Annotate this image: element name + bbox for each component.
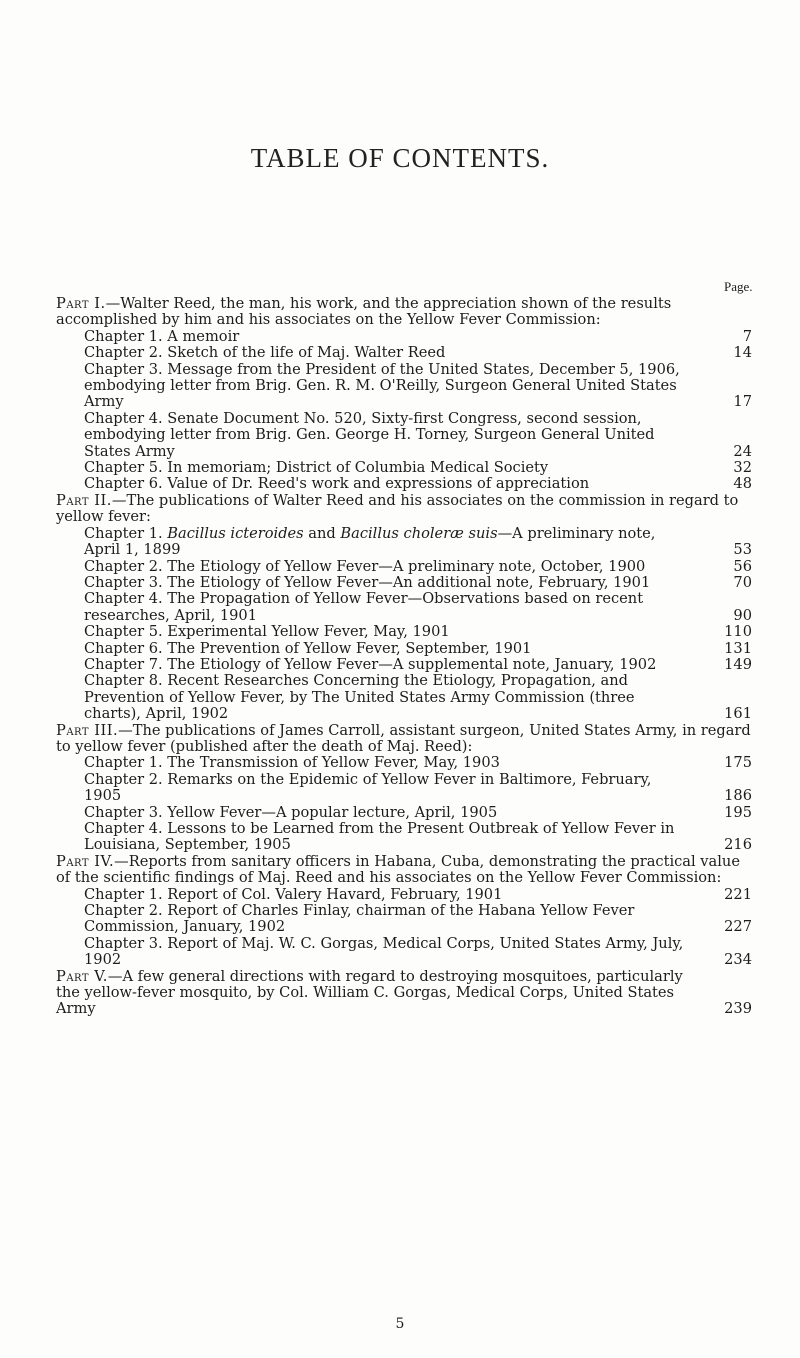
conjunction: and: [303, 524, 341, 542]
part-heading: [52, 854, 752, 887]
chapter-entry: [52, 526, 752, 559]
part-heading: [52, 493, 752, 526]
part-heading: [52, 723, 752, 756]
chapter-page: 14: [733, 344, 752, 362]
chapter-title: Chapter 3. Message from the President of the United States, December 5, 1906, embodying letter from Brig. Gen. R. M. O'Reilly, Surgeon General United States Army: [84, 360, 680, 411]
chapter-page: 48: [733, 475, 752, 493]
chapter-title: Chapter 1. Report of Col. Valery Havard, February, 1901: [84, 885, 503, 903]
chapter-page: 7: [742, 327, 752, 345]
chapter-entry: [52, 460, 752, 476]
chapter-page: 161: [724, 705, 752, 723]
chapter-page: 70: [733, 573, 752, 591]
chapter-entry: [52, 362, 752, 411]
part-description: —Walter Reed, the man, his work, and the appreciation shown of the results accomplished by him and his associates on the Yellow Fever Commission:: [56, 295, 672, 329]
part-1: [52, 296, 752, 493]
chapter-entry: [52, 476, 752, 492]
chapter-title: Chapter 2. Report of Charles Finlay, chairman of the Habana Yellow Fever Commission, January, 1902: [84, 902, 635, 936]
italic-term: Bacillus icteroides: [167, 524, 304, 542]
chapter-page: 90: [733, 606, 752, 624]
chapter-page: 32: [733, 459, 752, 477]
chapter-title: Chapter 3. Yellow Fever—A popular lecture, April, 1905: [84, 803, 498, 821]
chapter-entry: [52, 805, 752, 821]
part-description: —The publications of Walter Reed and his associates on the commission in regard to yellow fever:: [56, 491, 739, 526]
chapter-title: Chapter 1. A memoir: [84, 327, 240, 345]
part-4: [52, 854, 752, 969]
part-label: Part V.: [56, 967, 108, 985]
chapter-title: Chapter 6. The Prevention of Yellow Fever, September, 1901: [84, 639, 532, 657]
chapter-page: 221: [724, 885, 752, 903]
chapter-title: Chapter 4. The Propagation of Yellow Fever—Observations based on recent researches, April, 1901: [84, 590, 644, 624]
part-2: [52, 493, 752, 723]
part-5: [52, 969, 752, 1018]
part-label: Part I.: [56, 295, 106, 312]
chapter-entry: [52, 559, 752, 575]
part-description: —The publications of James Carroll, assistant surgeon, United States Army, in regard to yellow fever (published after the death of Maj. Reed):: [56, 721, 751, 755]
chapter-page: 216: [724, 836, 752, 854]
part-heading: [52, 969, 752, 1018]
chapter-page: 175: [724, 754, 752, 772]
chapter-entry: [52, 821, 752, 854]
chapter-entry: [52, 903, 752, 936]
part-label: Part III.: [56, 721, 119, 739]
chapter-page: 227: [724, 918, 752, 936]
chapter-title: Chapter 2. Sketch of the life of Maj. Walter Reed: [84, 344, 446, 362]
part-heading: [52, 296, 752, 329]
chapter-title: Chapter 5. Experimental Yellow Fever, May, 1901: [84, 623, 450, 641]
chapter-page: 131: [724, 639, 752, 657]
chapter-entry: [52, 345, 752, 361]
chapter-entry: [52, 657, 752, 673]
chapter-page: 149: [724, 655, 752, 673]
chapter-prefix: Chapter 1.: [84, 524, 168, 542]
chapter-suffix: —A preliminary note, April 1, 1899: [84, 524, 656, 559]
chapter-entry: [52, 755, 752, 771]
chapter-entry: [52, 591, 752, 624]
chapter-title: Chapter 3. The Etiology of Yellow Fever—An additional note, February, 1901: [84, 573, 651, 591]
page-column-label: Page.: [724, 279, 753, 294]
chapter-page: 56: [733, 557, 752, 575]
chapter-entry: [52, 936, 752, 969]
chapter-entry: [52, 329, 752, 345]
chapter-title: Chapter 3. Report of Maj. W. C. Gorgas, Medical Corps, United States Army, July, 1902: [84, 934, 684, 969]
chapter-page: 24: [733, 442, 752, 460]
chapter-title: Chapter 7. The Etiology of Yellow Fever—A supplemental note, January, 1902: [84, 655, 657, 673]
chapter-page: 17: [733, 393, 752, 411]
italic-term: Bacillus choleræ suis: [340, 524, 498, 542]
chapter-entry: [52, 575, 752, 591]
chapter-title: Chapter 2. The Etiology of Yellow Fever—A preliminary note, October, 1900: [84, 557, 646, 575]
chapter-page: 110: [724, 623, 752, 641]
part-description: —A few general directions with regard to destroying mosquitoes, particularly the yellow-fever mosquito, by Col. William C. Gorgas, Medical Corps, United States Army: [56, 967, 683, 1018]
chapter-title: Chapter 1. The Transmission of Yellow Fever, May, 1903: [84, 754, 500, 772]
chapter-title: Chapter 6. Value of Dr. Reed's work and expressions of appreciation: [84, 475, 590, 493]
chapter-title: Chapter 8. Recent Researches Concerning the Etiology, Propagation, and Prevention of Yellow Fever, by The United States Army Commission (three charts), April, 1902: [84, 672, 635, 723]
chapter-page: 186: [724, 787, 752, 805]
chapter-page: 53: [733, 541, 752, 559]
chapter-title: Chapter 4. Senate Document No. 520, Sixty-first Congress, second session, embodying letter from Brig. Gen. George H. Torney, Surgeon General United States Army: [84, 409, 655, 460]
chapter-page: 234: [724, 951, 752, 969]
chapter-entry: [52, 772, 752, 805]
chapter-entry: [52, 624, 752, 640]
part-description: —Reports from sanitary officers in Habana, Cuba, demonstrating the practical value of the scientific findings of Maj. Reed and his associates on the Yellow Fever Commission:: [56, 852, 740, 887]
chapter-entry: [52, 411, 752, 460]
chapter-page: 239: [724, 1000, 752, 1018]
chapter-entry: [52, 673, 752, 722]
page-number: 5: [395, 1316, 405, 1332]
chapter-entry: [52, 887, 752, 903]
part-label: Part II.: [56, 491, 112, 509]
part-3: [52, 723, 752, 854]
chapter-entry: [52, 641, 752, 657]
page-title: TABLE OF CONTENTS.: [250, 143, 550, 173]
part-label: Part IV.: [56, 852, 115, 870]
table-of-contents: [52, 296, 752, 1018]
chapter-title: Chapter 2. Remarks on the Epidemic of Yellow Fever in Baltimore, February, 1905: [84, 770, 652, 805]
part-text: [52, 969, 692, 1018]
chapter-title: [84, 526, 692, 559]
chapter-title: Chapter 4. Lessons to be Learned from the Present Outbreak of Yellow Fever in Louisiana, September, 1905: [84, 820, 675, 854]
chapter-page: 195: [724, 803, 752, 821]
chapter-title: Chapter 5. In memoriam; District of Columbia Medical Society: [84, 459, 549, 477]
